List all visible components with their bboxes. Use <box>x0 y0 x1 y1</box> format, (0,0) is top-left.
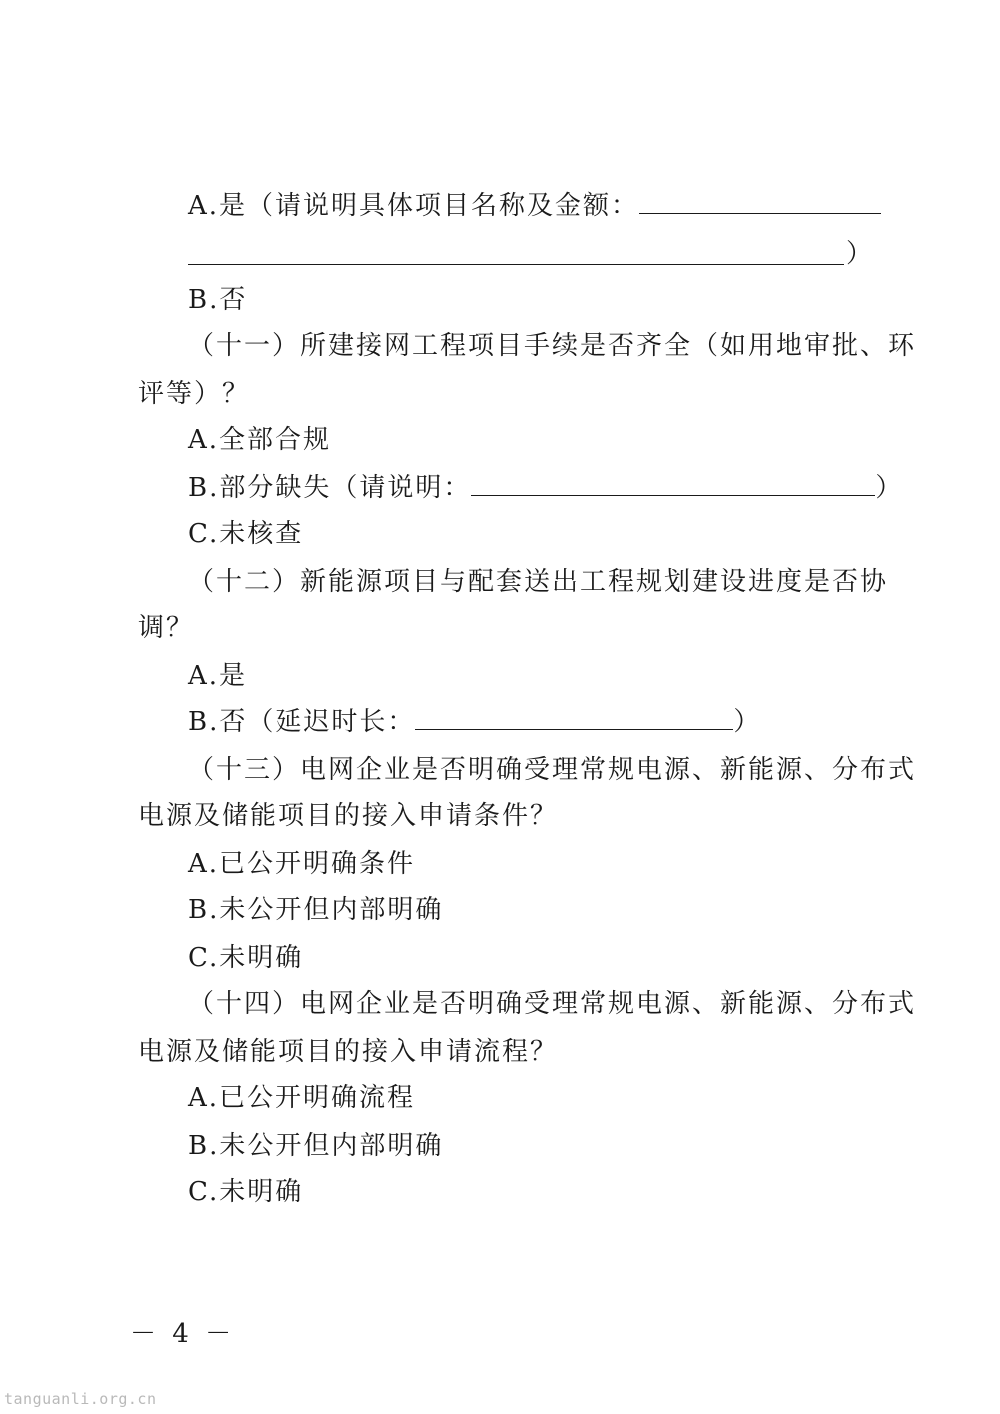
q13-question-line1: （十三）电网企业是否明确受理常规电源、新能源、分布式 <box>188 755 917 785</box>
q13-option-a: A.已公开明确条件 <box>188 849 416 879</box>
q14-option-b: B.未公开但内部明确 <box>188 1131 444 1161</box>
q10-option-a-label: A.是（请说明具体项目名称及金额： <box>188 191 640 221</box>
q10-option-a-blank-line2[interactable] <box>188 264 844 265</box>
q11-option-c: C.未核查 <box>188 519 304 549</box>
q11-option-b-label: B.部分缺失（请说明： <box>188 473 472 503</box>
q10-option-b: B.否 <box>188 285 248 315</box>
watermark: tanguanli.org.cn <box>4 1390 157 1408</box>
q12-question-line2: 调？ <box>138 613 195 643</box>
q14-question-line2: 电源及储能项目的接入申请流程？ <box>138 1037 559 1067</box>
q13-option-b: B.未公开但内部明确 <box>188 895 444 925</box>
q11-question-line2: 评等）？ <box>138 379 251 409</box>
q14-option-c: C.未明确 <box>188 1177 304 1207</box>
q11-question-line1: （十一）所建接网工程项目手续是否齐全（如用地审批、环 <box>188 331 917 361</box>
q11-option-a: A.全部合规 <box>188 425 332 455</box>
q14-question-line1: （十四）电网企业是否明确受理常规电源、新能源、分布式 <box>188 989 917 1019</box>
q12-option-b-close: ） <box>733 707 762 737</box>
q13-question-line2: 电源及储能项目的接入申请条件？ <box>138 801 559 831</box>
q12-option-a: A.是 <box>188 661 248 691</box>
page-number: － 4 － <box>130 1319 236 1349</box>
q12-option-b <box>188 702 761 742</box>
q11-option-b <box>188 468 903 508</box>
q10-option-a <box>188 186 881 226</box>
q12-option-b-label: B.否（延迟时长： <box>188 707 416 737</box>
q12-question-line1: （十二）新能源项目与配套送出工程规划建设进度是否协 <box>188 567 889 597</box>
q11-option-b-close: ） <box>875 473 904 503</box>
q13-option-c: C.未明确 <box>188 943 304 973</box>
q12-option-b-blank[interactable] <box>415 703 733 730</box>
q14-option-a: A.已公开明确流程 <box>188 1083 416 1113</box>
q11-option-b-blank[interactable] <box>471 469 875 496</box>
q10-option-a-close: ） <box>846 239 873 269</box>
q10-option-a-blank[interactable] <box>639 187 881 214</box>
